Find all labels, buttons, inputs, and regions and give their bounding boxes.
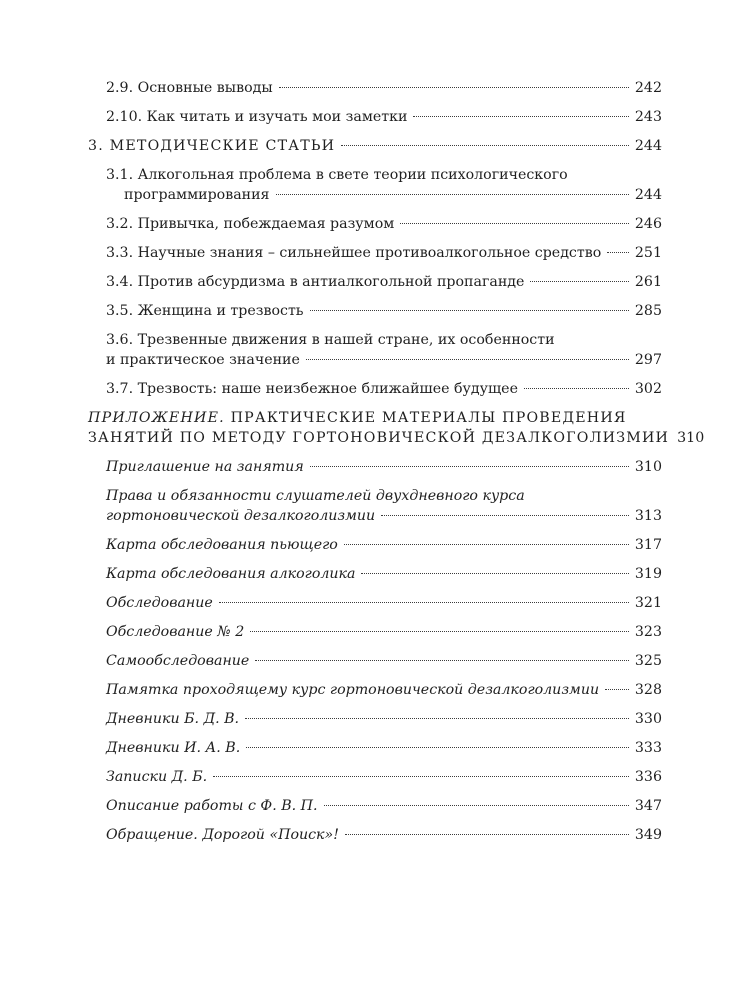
toc-entry-last-line xyxy=(106,350,662,370)
appendix-label: ПРИЛОЖЕНИЕ. xyxy=(88,410,225,426)
dot-leader xyxy=(255,660,629,661)
toc-entry-title: Обследование xyxy=(106,595,213,611)
dot-leader xyxy=(245,718,629,719)
table-of-contents xyxy=(88,78,705,845)
toc-appendix-item xyxy=(106,825,662,845)
toc-entry-title: 3.3. Научные знания – сильнейшее противоалкогольное средство xyxy=(106,245,602,261)
toc-entry-title-line: гортоновической дезалкоголизмии xyxy=(106,508,376,524)
toc-entry-title: 2.10. Как читать и изучать мои заметки xyxy=(106,109,408,125)
toc-page-number: 243 xyxy=(634,109,662,125)
toc-entry-title: 3.7. Трезвость: наше неизбежное ближайшее будущее xyxy=(106,381,518,397)
toc-page-number: 328 xyxy=(634,682,662,698)
toc-page-number: 321 xyxy=(634,595,662,611)
toc-entry-title: Самообследование xyxy=(106,653,250,669)
toc-entry-title: Обследование № 2 xyxy=(106,624,245,640)
dot-leader xyxy=(250,631,629,632)
toc-appendix-item xyxy=(106,535,662,555)
appendix-title-line: ЗАНЯТИЙ ПО МЕТОДУ ГОРТОНОВИЧЕСКОЙ ДЕЗАЛКОГОЛИЗМИИ xyxy=(88,430,670,446)
toc-page-number: 325 xyxy=(634,653,662,669)
toc-appendix-item xyxy=(106,680,662,700)
toc-entry-title: Обращение. Дорогой «Поиск»! xyxy=(106,827,339,843)
toc-entry-title-line: Права и обязанности слушателей двухдневного курса xyxy=(106,488,525,504)
toc-entry-3-1 xyxy=(106,165,662,205)
dot-leader xyxy=(279,87,629,88)
toc-entry-last-line xyxy=(106,506,662,526)
toc-entry-title: 3.4. Против абсурдизма в антиалкогольной пропаганде xyxy=(106,274,525,290)
toc-page-number: 349 xyxy=(634,827,662,843)
dot-leader xyxy=(310,310,629,311)
toc-entry-title: Дневники Б. Д. В. xyxy=(106,711,240,727)
toc-entry-title: 3.2. Привычка, побеждаемая разумом xyxy=(106,216,395,232)
toc-page-number: 244 xyxy=(634,138,662,154)
toc-appendix-item xyxy=(106,709,662,729)
toc-page-number: 333 xyxy=(634,740,662,756)
toc-entry-title: Памятка проходящему курс гортоновической дезалкоголизмии xyxy=(106,682,600,698)
toc-page-number: 330 xyxy=(634,711,662,727)
toc-page-number: 285 xyxy=(634,303,662,319)
appendix-title-part: ПРАКТИЧЕСКИЕ МАТЕРИАЛЫ ПРОВЕДЕНИЯ xyxy=(224,410,627,426)
toc-appendix-item xyxy=(106,593,662,613)
toc-entry-2-10 xyxy=(106,107,662,127)
toc-page-number: 313 xyxy=(634,508,662,524)
toc-entry-title: Приглашение на занятия xyxy=(106,459,304,475)
dot-leader xyxy=(213,776,629,777)
toc-page-number: 310 xyxy=(677,430,705,446)
toc-entry-last-line xyxy=(88,428,705,448)
dot-leader xyxy=(524,388,629,389)
toc-page-number: 297 xyxy=(634,352,662,368)
toc-entry-title-line: 3.1. Алкогольная проблема в свете теории психологического xyxy=(106,167,568,183)
dot-leader xyxy=(276,194,629,195)
toc-section-3 xyxy=(88,136,662,156)
toc-entry-title-line: 3.6. Трезвенные движения в нашей стране, их особенности xyxy=(106,332,555,348)
toc-page-number: 246 xyxy=(634,216,662,232)
appendix-heading-line xyxy=(88,408,662,428)
toc-entry-last-line xyxy=(106,185,662,205)
toc-entry-title: 2.9. Основные выводы xyxy=(106,80,273,96)
dot-leader xyxy=(341,145,629,146)
dot-leader xyxy=(530,281,628,282)
dot-leader xyxy=(219,602,629,603)
dot-leader xyxy=(400,223,629,224)
toc-page-number: 251 xyxy=(634,245,662,261)
toc-entry-3-7 xyxy=(106,379,662,399)
toc-page-number: 244 xyxy=(634,187,662,203)
toc-appendix-item xyxy=(106,796,662,816)
toc-entry-2-9 xyxy=(106,78,662,98)
toc-entry-3-2 xyxy=(106,214,662,234)
toc-entry-title: 3.5. Женщина и трезвость xyxy=(106,303,304,319)
dot-leader xyxy=(361,573,628,574)
toc-page-number: 317 xyxy=(634,537,662,553)
toc-page-number: 323 xyxy=(634,624,662,640)
toc-page-number: 347 xyxy=(634,798,662,814)
toc-entry-title: Дневники И. А. В. xyxy=(106,740,241,756)
toc-entry-title: Карта обследования пьющего xyxy=(106,537,338,553)
toc-page-number: 310 xyxy=(634,459,662,475)
toc-page-number: 336 xyxy=(634,769,662,785)
dot-leader xyxy=(324,805,629,806)
dot-leader xyxy=(605,689,629,690)
toc-entry-title-line: программирования xyxy=(124,187,270,203)
toc-entry-3-4 xyxy=(106,272,662,292)
toc-entry-3-5 xyxy=(106,301,662,321)
dot-leader xyxy=(345,834,629,835)
toc-appendix-item xyxy=(106,564,662,584)
toc-appendix-item xyxy=(106,457,662,477)
toc-page-number: 261 xyxy=(634,274,662,290)
dot-leader xyxy=(306,359,629,360)
dot-leader xyxy=(607,252,629,253)
toc-page-number: 302 xyxy=(634,381,662,397)
toc-entry-title: Карта обследования алкоголика xyxy=(106,566,356,582)
dot-leader xyxy=(413,116,628,117)
toc-appendix-heading xyxy=(88,408,705,448)
dot-leader xyxy=(344,544,629,545)
dot-leader xyxy=(381,515,629,516)
toc-appendix-item xyxy=(106,486,662,526)
toc-entry-title-line: и практическое значение xyxy=(106,352,300,368)
dot-leader xyxy=(310,466,629,467)
toc-section-title: 3. МЕТОДИЧЕСКИЕ СТАТЬИ xyxy=(88,138,336,154)
toc-entry-3-3 xyxy=(106,243,662,263)
toc-entry-3-6 xyxy=(106,330,662,370)
toc-appendix-item xyxy=(106,738,662,758)
toc-entry-title: Описание работы с Ф. В. П. xyxy=(106,798,318,814)
dot-leader xyxy=(246,747,629,748)
toc-appendix-item xyxy=(106,767,662,787)
toc-appendix-item xyxy=(106,622,662,642)
toc-appendix-item xyxy=(106,651,662,671)
toc-page-number: 319 xyxy=(634,566,662,582)
toc-page-number: 242 xyxy=(634,80,662,96)
toc-entry-title: Записки Д. Б. xyxy=(106,769,208,785)
